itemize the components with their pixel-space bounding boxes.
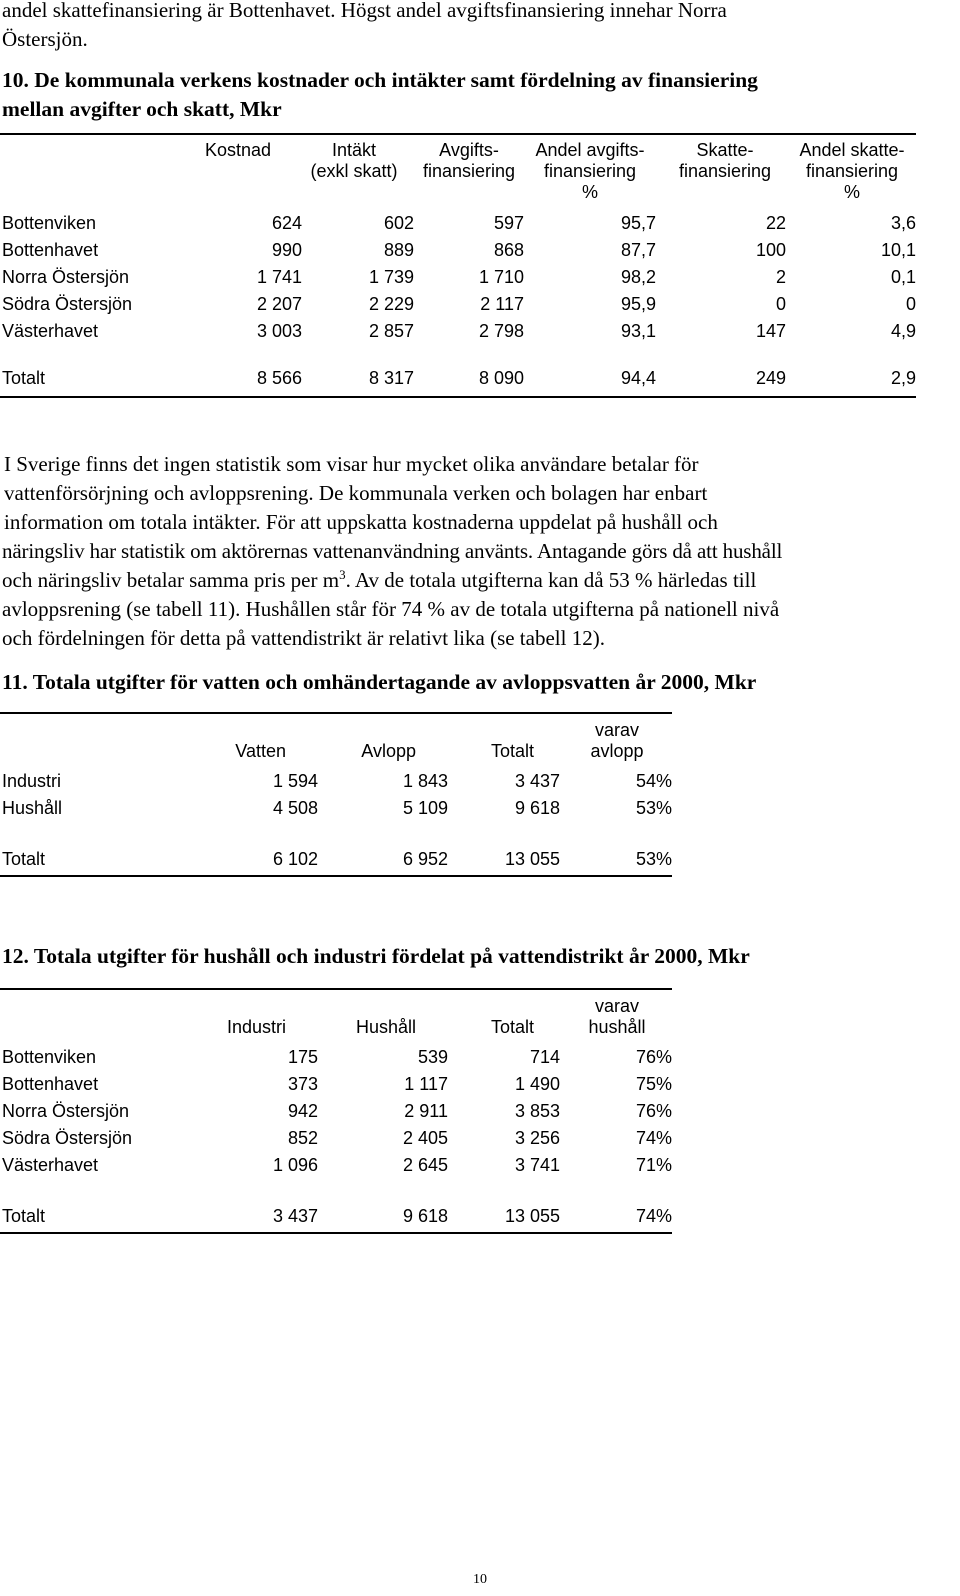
- cell-hushall: 539: [417, 1047, 448, 1067]
- cell-hushall: 2 405: [402, 1128, 448, 1148]
- cell-avgift: 2 117: [480, 294, 524, 314]
- table-row: [2, 1071, 672, 1097]
- cell-intakt: 1 739: [368, 267, 414, 287]
- cell-industri: 1 096: [272, 1155, 318, 1175]
- cell-hushall: 2 911: [404, 1101, 448, 1121]
- table11-header-totalt: Totalt: [490, 741, 534, 761]
- table-row: [2, 795, 672, 821]
- body-line-5: [2, 566, 756, 595]
- table11: [2, 719, 672, 879]
- intro-line-1: andel skattefinansiering är Bottenhavet. Högst andel avgiftsfinansiering innehar Norra: [2, 0, 727, 22]
- row-label: Bottenhavet: [2, 1074, 99, 1094]
- cell-totalt: 13 055: [504, 849, 560, 869]
- table-row: [2, 1044, 672, 1070]
- cell-varav: 74%: [635, 1206, 672, 1226]
- cell-intakt: 8 317: [368, 368, 414, 388]
- cell-skatt: 2: [775, 267, 786, 287]
- cell-avgift: 1 710: [478, 267, 524, 287]
- body-line: näringsliv har statistik om aktörernas vattenanvändning använts. Antagande görs då att hushåll: [2, 539, 783, 563]
- row-label: Södra Östersjön: [2, 1128, 133, 1148]
- cell-industri: 3 437: [272, 1206, 318, 1226]
- cell-intakt: 2 229: [368, 294, 414, 314]
- cell-industri: 942: [287, 1101, 318, 1121]
- table10-header-avgiftsfinansiering: Avgifts- finansiering: [422, 140, 516, 181]
- table11-header-varav-avlopp: varav avlopp: [590, 720, 644, 761]
- cell-totalt: 9 618: [514, 798, 560, 818]
- cell-andel-avgift: 95,9: [620, 294, 656, 314]
- cell-andel-skatt: 3,6: [890, 213, 916, 233]
- cell-skatt: 249: [755, 368, 786, 388]
- table-total-row: [2, 846, 672, 872]
- table10-top-rule: [0, 133, 916, 135]
- cell-industri: 373: [287, 1074, 318, 1094]
- cell-skatt: 0: [775, 294, 786, 314]
- table-total-row: [2, 365, 918, 391]
- table-row: [2, 318, 918, 344]
- table10-header-intakt: Intäkt (exkl skatt): [310, 140, 398, 181]
- cell-hushall: 9 618: [402, 1206, 448, 1226]
- table12-top-rule: [0, 988, 672, 990]
- table-row: [2, 237, 918, 263]
- table12-bottom-rule: [0, 1232, 672, 1234]
- table-row: [2, 291, 918, 317]
- cell-kostnad: 624: [271, 213, 302, 233]
- cell-totalt: 1 490: [514, 1074, 560, 1094]
- page-number: 10: [473, 1572, 487, 1587]
- body-line: I Sverige finns det ingen statistik som visar hur mycket olika användare betalar för: [4, 452, 699, 476]
- table10-title-line2: mellan avgifter och skatt, Mkr: [2, 97, 282, 121]
- cell-andel-avgift: 93,1: [620, 321, 656, 341]
- row-label: Totalt: [2, 1206, 46, 1226]
- table12-header-totalt: Totalt: [490, 1017, 534, 1037]
- table10-bottom-rule: [0, 396, 916, 398]
- cell-varav: 53%: [635, 798, 672, 818]
- cell-intakt: 889: [383, 240, 414, 260]
- cell-hushall: 1 117: [404, 1074, 448, 1094]
- table11-header-avlopp: Avlopp: [361, 741, 416, 761]
- cell-kostnad: 8 566: [256, 368, 302, 388]
- cell-kostnad: 3 003: [256, 321, 302, 341]
- cell-industri: 175: [287, 1047, 318, 1067]
- cell-totalt: 3 437: [514, 771, 560, 791]
- body-line-5-head: och näringsliv betalar samma pris per m: [2, 568, 340, 592]
- cell-vatten: 1 594: [272, 771, 318, 791]
- cell-kostnad: 2 207: [256, 294, 302, 314]
- body-line: och fördelningen för detta på vattendistrikt är relativt lika (se tabell 12).: [2, 626, 605, 650]
- table11-title-text: Totala utgifter för vatten och omhändertagande av avloppsvatten år 2000, Mkr: [32, 670, 757, 694]
- cell-varav: 54%: [635, 771, 672, 791]
- cell-avgift: 868: [493, 240, 524, 260]
- cell-andel-avgift: 94,4: [620, 368, 656, 388]
- table10-title-line1: De kommunala verkens kostnader och intäkter samt fördelning av finansiering: [34, 68, 758, 92]
- row-label: Bottenviken: [2, 213, 97, 233]
- cell-andel-skatt: 4,9: [890, 321, 916, 341]
- table10-header-andel-skatte: Andel skatte- finansiering %: [799, 140, 905, 202]
- body-line: vattenförsörjning och avloppsrening. De kommunala verken och bolagen har enbart: [4, 481, 708, 505]
- intro-line-2: Östersjön.: [2, 27, 88, 51]
- table12-number: 12.: [2, 944, 29, 968]
- cell-skatt: 100: [755, 240, 786, 260]
- table-row: [2, 768, 672, 794]
- row-label: Västerhavet: [2, 1155, 99, 1175]
- cell-andel-avgift: 95,7: [620, 213, 656, 233]
- cell-totalt: 3 741: [514, 1155, 560, 1175]
- cell-avlopp: 6 952: [402, 849, 448, 869]
- cell-hushall: 2 645: [402, 1155, 448, 1175]
- row-label: Västerhavet: [2, 321, 99, 341]
- cell-avgift: 2 798: [478, 321, 524, 341]
- table-row: [2, 1125, 672, 1151]
- cell-totalt: 3 256: [514, 1128, 560, 1148]
- table12-header-hushall: Hushåll: [355, 1017, 416, 1037]
- table12-header-industri: Industri: [226, 1017, 286, 1037]
- row-label: Totalt: [2, 368, 46, 388]
- cell-avlopp: 1 843: [402, 771, 448, 791]
- table12: [2, 995, 672, 1235]
- cell-varav: 76%: [635, 1101, 672, 1121]
- table11-header-vatten: Vatten: [235, 741, 286, 761]
- cell-varav: 75%: [635, 1074, 672, 1094]
- table-row: [2, 1098, 672, 1124]
- row-label: Norra Östersjön: [2, 267, 130, 287]
- row-label: Bottenviken: [2, 1047, 97, 1067]
- cell-avlopp: 5 109: [402, 798, 448, 818]
- cell-varav: 71%: [635, 1155, 672, 1175]
- table12-header-varav-hushall: varav hushåll: [588, 996, 646, 1037]
- superscript-3: 3: [339, 567, 346, 582]
- row-label: Bottenhavet: [2, 240, 99, 260]
- table10-number: 10.: [2, 68, 29, 92]
- cell-skatt: 22: [765, 213, 786, 233]
- cell-varav: 53%: [635, 849, 672, 869]
- row-label: Norra Östersjön: [2, 1101, 130, 1121]
- table12-title-text: Totala utgifter för hushåll och industri fördelat på vattendistrikt år 2000, Mkr: [33, 944, 750, 968]
- cell-industri: 852: [287, 1128, 318, 1148]
- cell-avgift: 597: [493, 213, 524, 233]
- table10-header-andel-avgifts: Andel avgifts- finansiering %: [535, 140, 645, 202]
- row-label: Hushåll: [2, 798, 63, 818]
- cell-skatt: 147: [755, 321, 786, 341]
- row-label: Södra Östersjön: [2, 294, 133, 314]
- cell-intakt: 602: [383, 213, 414, 233]
- cell-andel-skatt: 10,1: [880, 240, 916, 260]
- table-row: [2, 210, 918, 236]
- table11-number: 11.: [2, 670, 28, 694]
- table10-title: [2, 66, 758, 95]
- cell-intakt: 2 857: [368, 321, 414, 341]
- cell-totalt: 3 853: [514, 1101, 560, 1121]
- cell-vatten: 6 102: [272, 849, 318, 869]
- cell-andel-skatt: 2,9: [890, 368, 916, 388]
- table11-title: [2, 668, 756, 697]
- table-total-row: [2, 1203, 672, 1229]
- table10-header-kostnad: Kostnad: [204, 140, 272, 160]
- cell-andel-skatt: 0: [905, 294, 916, 314]
- cell-varav: 74%: [635, 1128, 672, 1148]
- cell-totalt: 13 055: [504, 1206, 560, 1226]
- cell-andel-avgift: 98,2: [620, 267, 656, 287]
- cell-kostnad: 1 741: [256, 267, 302, 287]
- cell-andel-avgift: 87,7: [620, 240, 656, 260]
- cell-kostnad: 990: [271, 240, 302, 260]
- row-label: Industri: [2, 771, 62, 791]
- table-row: [2, 1152, 672, 1178]
- table11-top-rule: [0, 712, 672, 714]
- table10-header-skattefinansiering: Skatte- finansiering: [678, 140, 772, 181]
- cell-vatten: 4 508: [272, 798, 318, 818]
- body-line-5-tail: . Av de totala utgifterna kan då 53 % härledas till: [345, 568, 757, 592]
- cell-andel-skatt: 0,1: [890, 267, 916, 287]
- body-line: information om totala intäkter. För att uppskatta kostnaderna uppdelat på hushåll och: [4, 510, 718, 534]
- cell-avgift: 8 090: [478, 368, 524, 388]
- cell-totalt: 714: [529, 1047, 560, 1067]
- table12-title: [2, 942, 750, 971]
- table-row: [2, 264, 918, 290]
- body-line: avloppsrening (se tabell 11). Hushållen står för 74 % av de totala utgifterna på nationell nivå: [2, 597, 780, 621]
- cell-varav: 76%: [635, 1047, 672, 1067]
- table10: [2, 140, 918, 400]
- table11-bottom-rule: [0, 875, 672, 877]
- row-label: Totalt: [2, 849, 46, 869]
